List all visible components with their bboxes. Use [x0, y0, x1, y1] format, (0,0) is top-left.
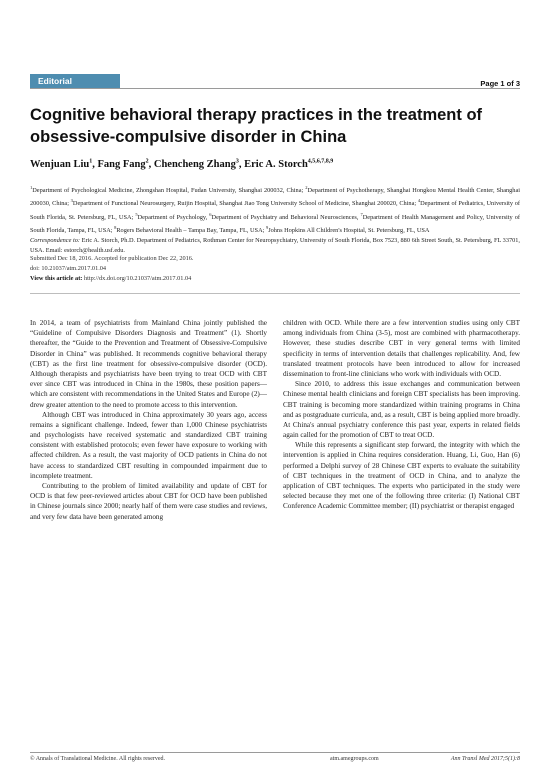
submission-dates: Submitted Dec 18, 2016. Accepted for publication Dec 22, 2016.	[30, 255, 194, 262]
author: Eric A. Storch$^{4,5,6,7,8,9}$	[244, 158, 334, 170]
body-column-right	[283, 318, 520, 512]
journal-citation: Ann Transl Med 2017;5(1):8	[450, 756, 520, 762]
journal-website[interactable]: atm.amegroups.com	[330, 756, 379, 762]
paragraph: Although CBT was introduced in China approximately 30 years ago, access remains a significant challenge. Indeed, fewer than 1,000 Chinese psychiatrists and psychologists have received systematic and standardized CBT training consistent with established protocols; even fewer have exposure to working with affected children. As a result, the vast majority of OCD patients in China do not have access to standardized CBT resulting in compounded impairment due to incomplete treatment.	[30, 410, 267, 480]
paragraph: Since 2010, to address this issue exchanges and communication between Chinese mental health clinicians and foreign CBT specialists has been improving. CBT training is becoming more standardized within training programs in China and as postgraduate curricula, and, as a result, CBT is being applied more broadly. At China's annual psychiatry conference this past year, experts in related fields again called for the promotion of CBT to treat OCD.	[283, 380, 520, 440]
doi-text: doi: 10.21037/atm.2017.01.04	[30, 265, 107, 272]
paragraph: Contributing to the problem of limited availability and update of CBT for OCD is that few peer-reviewed articles about CBT for OCD have been published in Chinese journals since 2000; nearly half of them were case studies and reviews, and very few data have been generated among	[30, 482, 267, 521]
author: Chencheng Zhang$^3$,	[153, 158, 245, 170]
section-badge: Editorial	[30, 74, 120, 88]
correspondence-text: Eric A. Storch, Ph.D. Department of Pediatrics, Rothman Center for Neuropsychiatry, University of South Florida, Box 7523, 880 6th Street South, St. Petersburg, FL 33701, USA. Email: estorch@health.usf.edu.	[30, 237, 520, 255]
affiliations: $^1$Department of Psychological Medicine, Zhongshan Hospital, Fudan University, Shanghai 200032, China; $^2$Department of Psychotherapy, Shanghai Hongkou Mental Health Center, Shanghai 200030, China; $^3$Department of Functional Neurosurgery, Ruijin Hospital, Shanghai Jiao Tong University School of Medicine, Shanghai 200020, China; $^4$Department of Pediatrics, University of South Florida, St. Petersburg, FL, USA; $^5$Department of Psychology, $^6$Department of Psychiatry and Behavioral Neurosciences, $^7$Department of Health Management and Policy, University of South Florida, Tampa, FL, USA; $^8$Rogers Behavioral Health – Tampa Bay, Tampa, FL, USA; $^9$Johns Hopkins All Children's Hospital, St. Petersburg, FL, USA Correspondence to: Eric A. Storch, Ph.D. Department of Pediatrics, Rothman Center for Neuropsychiatry, University of South Florida, Box 7523, 880 6th Street South, St. Petersburg, FL 33701, USA. Email: estorch@health.usf.edu.	[30, 185, 521, 255]
copyright-notice: © Annals of Translational Medicine. All rights reserved.	[30, 756, 166, 762]
header-rule	[30, 88, 520, 89]
article-link[interactable]: http://dx.doi.org/10.21037/atm.2017.01.04	[82, 275, 192, 282]
paragraph: While this represents a significant step forward, the integrity with which the intervention is applied in China requires consideration. Huang, Li, Guo, Han (6) performed a Delphi survey of 28 Chinese CBT experts to evaluate the suitability of CBT techniques in the treatment of OCD in China, and to analyze the application of CBT techniques. The experts who participated in the study were selected because they met one of the following three criteria: (I) National CBT Conference Academic Committee member; (II) psychiatrist or therapist engaged	[283, 441, 520, 511]
page-number: Page 1 of 3	[480, 79, 520, 88]
author-list	[30, 158, 333, 170]
footer-rule	[30, 752, 520, 753]
paragraph: children with OCD. While there are a few intervention studies using only CBT among individuals from China (3-5), most are combined with pharmacotherapy. However, these studies describe CBT in very general terms with limited specificity in terms of intervention details that challenges replicability. And, few translated treatment protocols have been introduced to allow for increased dissemination to front-line clinicians who work with individuals with OCD.	[283, 319, 520, 378]
section-divider	[30, 293, 520, 294]
author: Fang Fang$^2$,	[97, 158, 154, 170]
paragraph: In 2014, a team of psychiatrists from Mainland China jointly published the “Guideline of Compulsive Disorders Diagnosis and Treatment” (1). Shortly thereafter, the “Guide to the Prevention and Treatment of Obsessive-Compulsive Disorder in China” was published. It recommends cognitive behavioral therapy (CBT) as the first line treatment for obsessive-compulsive disorder (OCD). Although therapists and psychiatrists have been trying to treat OCD with CBT ever since CBT was introduced in China in the 1980s, these position papers—which are consistent with recommendations in the United States and Europe (2)—drew greater attention to the need to promote access to this intervention.	[30, 319, 267, 409]
author: Wenjuan Liu$^1$,	[30, 158, 98, 170]
correspondence-label: Correspondence to:	[30, 237, 81, 245]
body-column-left	[30, 318, 267, 522]
article-title: Cognitive behavioral therapy practices in the treatment of obsessive-compulsive disorder in China	[30, 106, 483, 146]
view-article-line: View this article at: http://dx.doi.org/10.21037/atm.2017.01.04	[30, 275, 192, 282]
